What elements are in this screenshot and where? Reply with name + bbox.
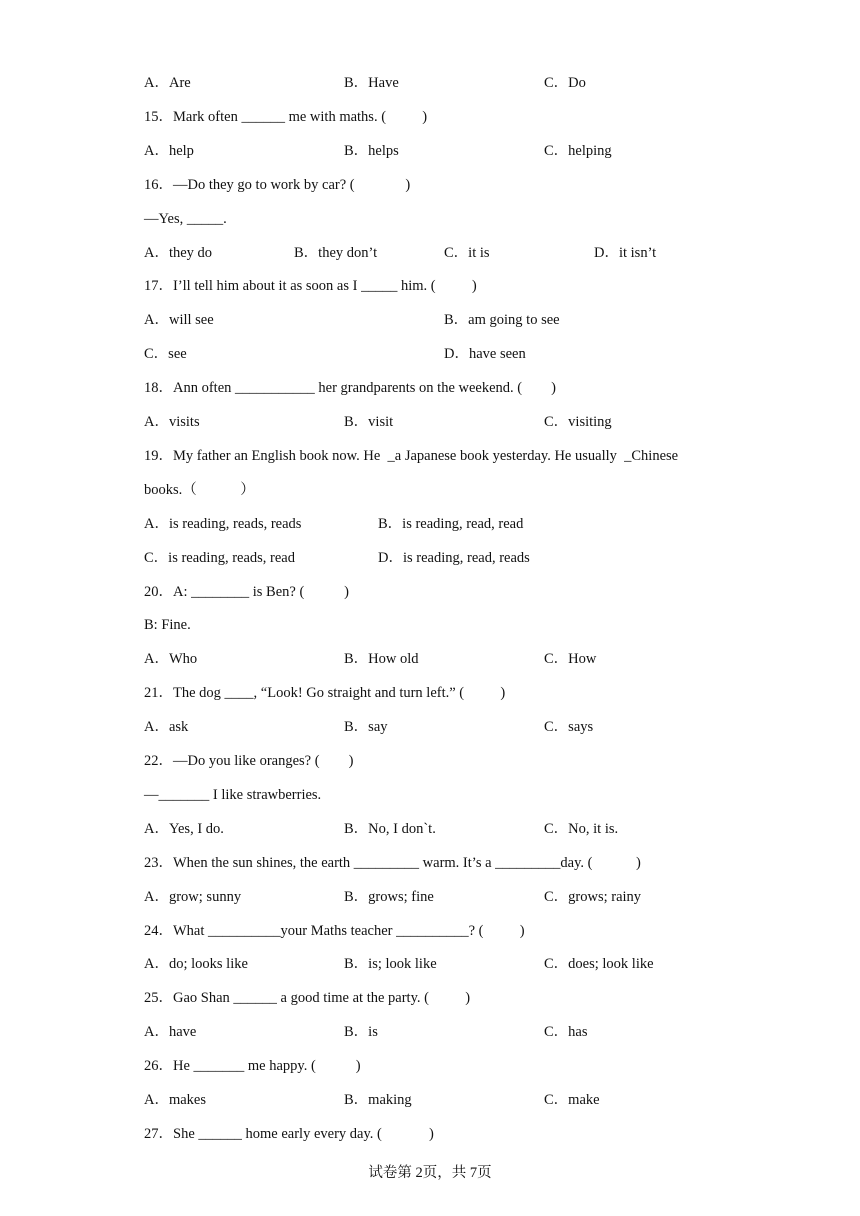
answer-option: A．help (144, 142, 194, 159)
question-line: 22．—Do you like oranges? ( ) (144, 753, 354, 769)
answer-option: B．they don’t (294, 244, 378, 261)
answer-option: D．have seen (444, 346, 526, 363)
answer-option: A．grow; sunny (144, 888, 242, 905)
answer-option: A．Who (144, 651, 198, 668)
answer-option: C．visiting (544, 414, 612, 430)
answer-option: C．helping (544, 142, 612, 159)
question-line: 27．She ______ home early every day. ( ) (144, 1125, 434, 1142)
answer-option: D．it isn’t (594, 244, 657, 261)
answer-option: B．say (344, 719, 388, 736)
answer-option: A．will see (144, 312, 214, 329)
question-line: 23．When the sun shines, the earth _________ warm. It’s a _________day. ( ) (144, 854, 641, 871)
question-line: 17．I’ll tell him about it as soon as I _____ him. ( ) (144, 278, 477, 295)
answer-option: B．is (344, 1024, 378, 1041)
question-line: 26．He _______ me happy. ( ) (144, 1058, 361, 1075)
question-line: 16．—Do they go to work by car? ( ) (144, 176, 411, 193)
answer-option: C．has (544, 1024, 588, 1041)
answer-option: B．Have (344, 75, 399, 91)
answer-option: C．Do (544, 75, 586, 91)
answer-option: C．see (144, 346, 187, 363)
answer-option: A．is reading, reads, reads (144, 515, 302, 532)
question-line: 25．Gao Shan ______ a good time at the party. ( ) (144, 990, 471, 1007)
answer-option: B．is reading, read, read (378, 515, 524, 532)
answer-option: C．make (544, 1092, 600, 1108)
question-line: —Yes, _____. (144, 210, 227, 227)
question-line: books.（ ） (144, 481, 255, 498)
answer-option: B．helps (344, 142, 399, 159)
question-line: 18．Ann often ___________ her grandparents on the weekend. ( ) (144, 380, 556, 397)
question-line: 19．My father an English book now. He _a Japanese book yesterday. He usually _Chinese (144, 447, 679, 464)
answer-option: C．No, it is. (544, 820, 619, 837)
answer-option: C．grows; rainy (544, 888, 642, 905)
answer-option: D．is reading, read, reads (378, 549, 530, 566)
question-line: 21．The dog ____, “Look! Go straight and turn left.” ( ) (144, 685, 506, 702)
question-line: 15．Mark often ______ me with maths. ( ) (144, 108, 428, 125)
answer-option: A．have (144, 1024, 197, 1041)
answer-option: A．visits (144, 414, 200, 430)
answer-option: B．How old (344, 651, 419, 668)
answer-option: C．does; look like (544, 956, 654, 973)
answer-option: B．visit (344, 414, 394, 430)
page-footer: 试卷第 2页，共 7页 (368, 1165, 492, 1181)
answer-option: A．Are (144, 75, 191, 91)
answer-option: B．is; look like (344, 956, 437, 973)
answer-option: A．ask (144, 719, 189, 736)
question-line: —_______ I like strawberries. (144, 786, 322, 803)
answer-option: A．they do (144, 244, 213, 261)
answer-option: C．How (544, 651, 597, 668)
answer-option: C．it is (444, 244, 490, 261)
answer-option: A．do; looks like (144, 956, 248, 973)
answer-option: A．makes (144, 1092, 207, 1108)
question-line: 24．What __________your Maths teacher __________? ( ) (144, 922, 525, 939)
answer-option: B．No, I don`t. (344, 820, 436, 837)
answer-option: B．grows; fine (344, 888, 434, 905)
answer-option: C．says (544, 719, 594, 736)
answer-option: C．is reading, reads, read (144, 549, 295, 566)
question-line: 20．A: ________ is Ben? ( ) (144, 583, 349, 600)
answer-option: B．am going to see (444, 312, 560, 329)
question-line: B: Fine. (144, 617, 191, 634)
answer-option: B．making (344, 1092, 412, 1108)
answer-option: A．Yes, I do. (144, 820, 224, 837)
